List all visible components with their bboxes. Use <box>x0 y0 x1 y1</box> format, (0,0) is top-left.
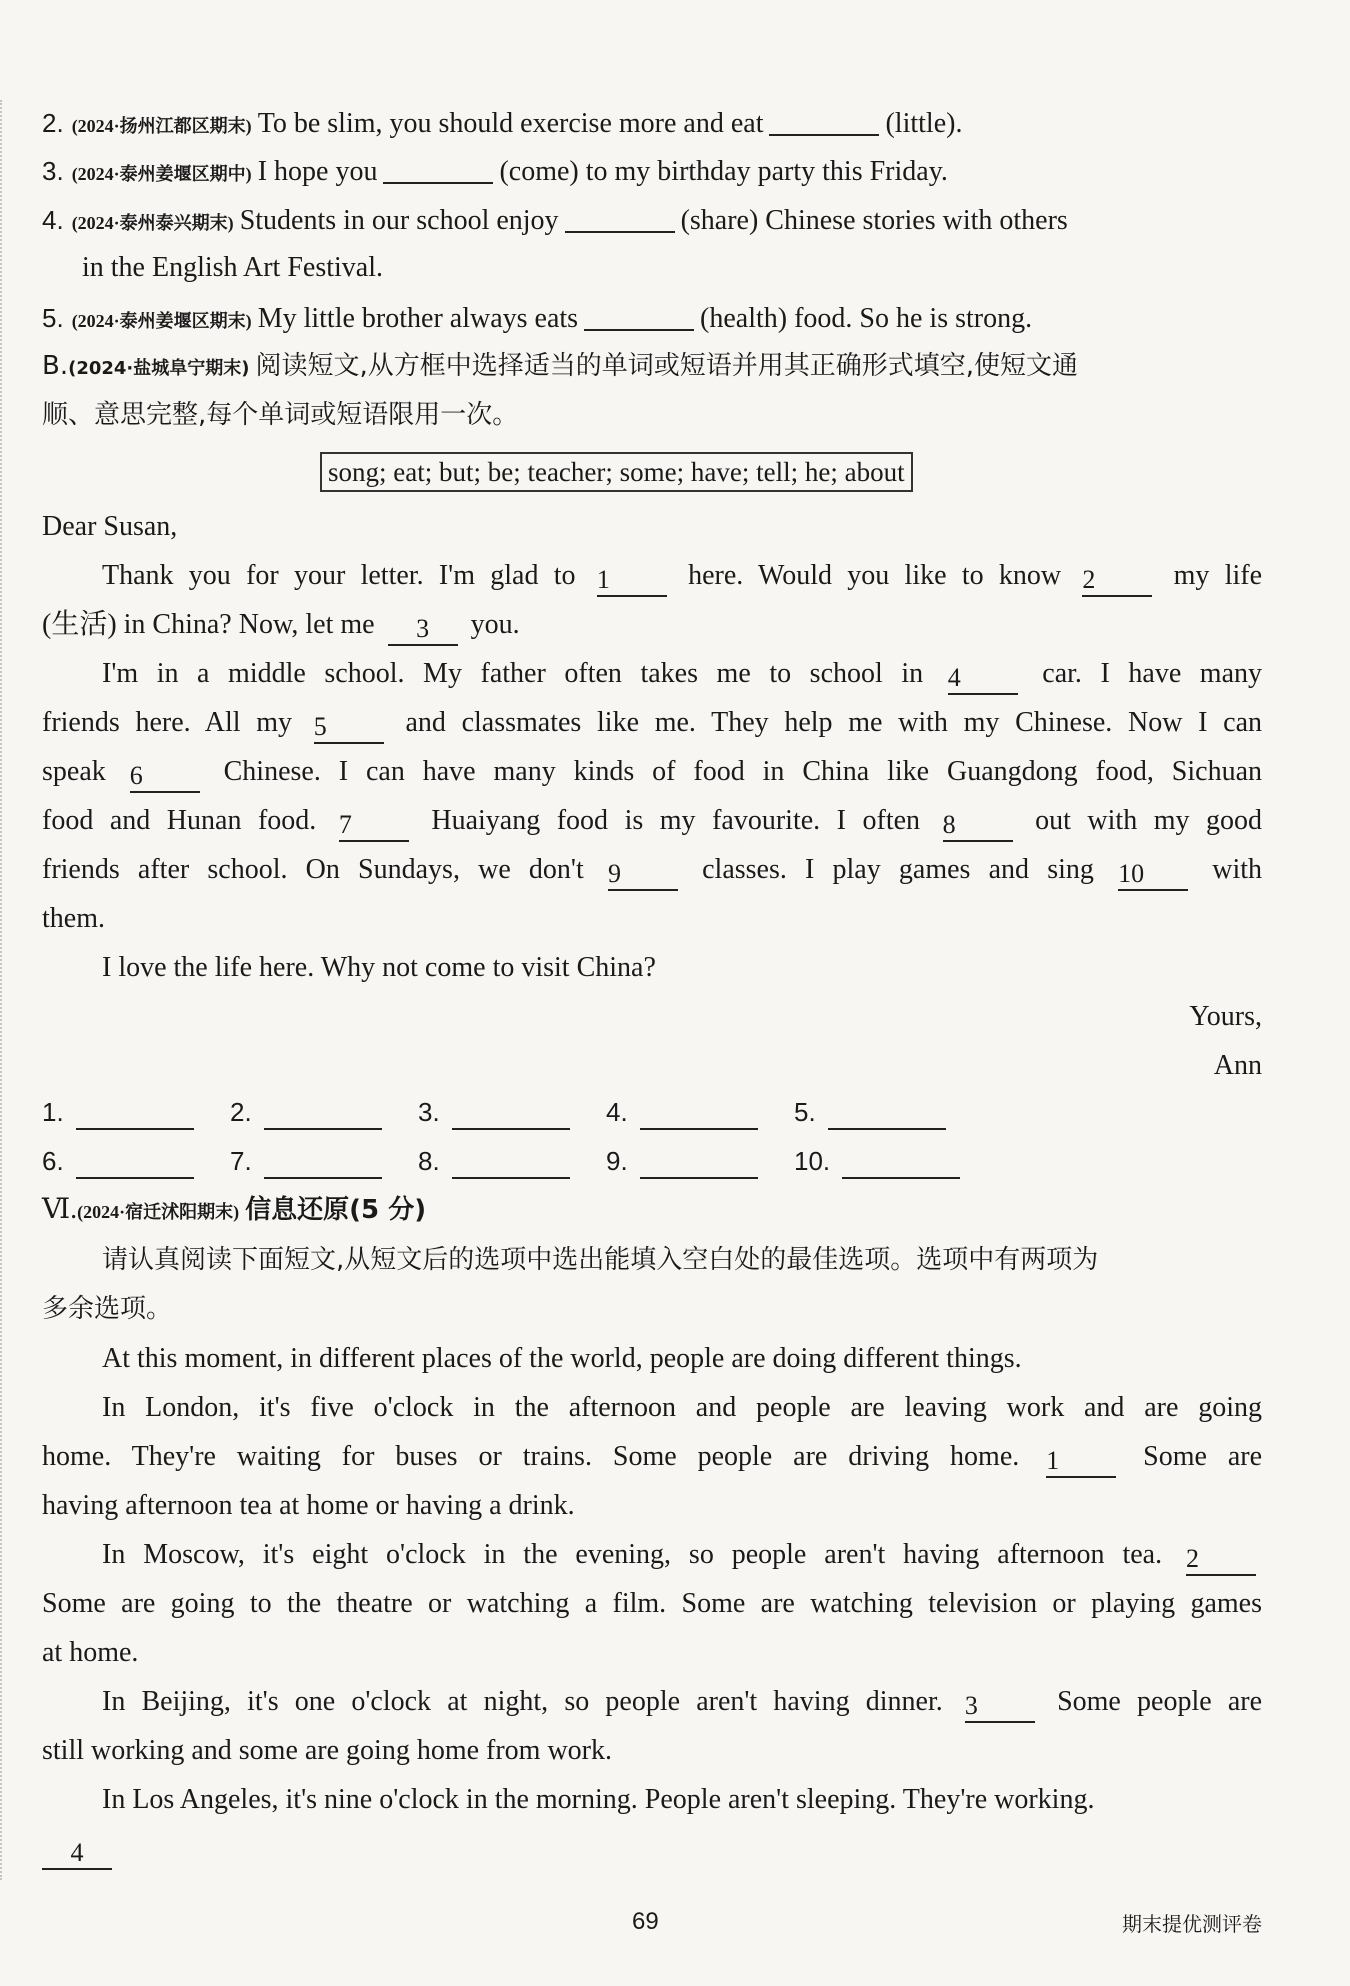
answer-blank[interactable] <box>769 104 879 136</box>
answer-blank[interactable] <box>565 201 675 233</box>
passage-line: having afternoon tea at home or having a drink. <box>42 1490 575 1521</box>
letter-line: Thank you for your letter. I'm glad to 1 here. Would you like to know 2 my life <box>102 558 1262 597</box>
word-box: song; eat; but; be; teacher; some; have; tell; he; about <box>320 452 913 492</box>
passage-line: still working and some are going home from work. <box>42 1735 613 1766</box>
blank-7[interactable]: 7 <box>339 810 409 842</box>
answer-slot[interactable]: 1. <box>42 1094 230 1130</box>
section-6-heading: Ⅵ.(2024·宿迁沭阳期末) 信息还原(5 分) <box>42 1194 427 1225</box>
letter-signature: Ann <box>1213 1050 1262 1081</box>
answer-blank[interactable] <box>383 152 493 184</box>
letter-line: speak 6 Chinese. I can have many kinds of food in China like Guangdong food, Sichuan <box>42 754 1262 793</box>
binding-margin <box>0 100 18 1880</box>
letter-greeting: Dear Susan, <box>42 511 178 542</box>
question-3: 3. (2024·泰州姜堰区期中) I hope you (come) to my birthday party this Friday. <box>42 152 948 192</box>
letter-line: I'm in a middle school. My father often takes me to school in 4 car. I have many <box>102 656 1262 695</box>
section-6-instructions-cont: 多余选项。 <box>42 1294 173 1324</box>
blank-10[interactable]: 10 <box>1118 859 1188 891</box>
answer-slot[interactable]: 9. <box>606 1143 794 1179</box>
blank-1[interactable]: 1 <box>597 565 667 597</box>
passage-line <box>42 1831 118 1870</box>
answer-slot[interactable]: 6. <box>42 1143 230 1179</box>
question-5: 5. (2024·泰州姜堰区期末) My little brother always eats (health) food. So he is strong. <box>42 299 1032 339</box>
blank-4[interactable]: 4 <box>948 663 1018 695</box>
passage-line: In London, it's five o'clock in the afternoon and people are leaving work and are going <box>102 1392 1262 1423</box>
answer-blank[interactable] <box>584 299 694 331</box>
question-2: 2. (2024·扬州江都区期末) To be slim, you should exercise more and eat (little). <box>42 104 962 144</box>
answer-slot[interactable]: 3. <box>418 1094 606 1130</box>
passage-line: Some are going to the theatre or watching a film. Some are watching television or playing games <box>42 1588 1262 1619</box>
question-4-continued: in the English Art Festival. <box>82 252 383 283</box>
blank-5[interactable]: 5 <box>314 712 384 744</box>
letter-line: friends after school. On Sundays, we don't 9 classes. I play games and sing 10 with <box>42 852 1262 891</box>
letter-line: (生活) in China? Now, let me 3 you. <box>42 607 520 646</box>
passage-line: In Los Angeles, it's nine o'clock in the morning. People aren't sleeping. They're working. <box>102 1784 1095 1815</box>
passage-line: at home. <box>42 1637 139 1668</box>
letter-line: them. <box>42 903 105 934</box>
answer-row-1 <box>42 1094 982 1130</box>
blank-6[interactable]: 6 <box>130 761 200 793</box>
blank-1[interactable]: 1 <box>1046 1446 1116 1478</box>
blank-8[interactable]: 8 <box>943 810 1013 842</box>
answer-row-2 <box>42 1143 982 1179</box>
part-b-instructions: B.(2024·盐城阜宁期末) 阅读短文,从方框中选择适当的单词或短语并用其正确形式填空,使短文通 <box>42 351 1079 381</box>
letter-line: food and Hunan food. 7 Huaiyang food is my favourite. I often 8 out with my good <box>42 803 1262 842</box>
letter-line: I love the life here. Why not come to visit China? <box>102 952 656 983</box>
page-number: 69 <box>632 1908 659 1935</box>
answer-slot[interactable]: 10. <box>794 1143 982 1179</box>
answer-slot[interactable]: 4. <box>606 1094 794 1130</box>
answer-slot[interactable]: 2. <box>230 1094 418 1130</box>
blank-3[interactable]: 3 <box>388 614 458 646</box>
letter-closing: Yours, <box>1189 1001 1262 1032</box>
passage-line: In Moscow, it's eight o'clock in the evening, so people aren't having afternoon tea. 2 <box>102 1537 1262 1576</box>
blank-3[interactable]: 3 <box>965 1691 1035 1723</box>
blank-4[interactable]: 4 <box>42 1838 112 1870</box>
passage-line: In Beijing, it's one o'clock at night, so people aren't having dinner. 3 Some people are <box>102 1684 1262 1723</box>
blank-2[interactable]: 2 <box>1082 565 1152 597</box>
answer-slot[interactable]: 8. <box>418 1143 606 1179</box>
section-6-instructions: 请认真阅读下面短文,从短文后的选项中选出能填入空白处的最佳选项。选项中有两项为 <box>102 1245 1099 1275</box>
answer-slot[interactable]: 7. <box>230 1143 418 1179</box>
answer-slot[interactable]: 5. <box>794 1094 982 1130</box>
letter-line: friends here. All my 5 and classmates like me. They help me with my Chinese. Now I can <box>42 705 1262 744</box>
passage-line: At this moment, in different places of the world, people are doing different things. <box>102 1343 1022 1374</box>
blank-9[interactable]: 9 <box>608 859 678 891</box>
part-b-instructions-cont: 顺、意思完整,每个单词或短语限用一次。 <box>42 400 519 430</box>
footer-title: 期末提优测评卷 <box>1122 1912 1262 1936</box>
question-4: 4. (2024·泰州泰兴期末) Students in our school enjoy (share) Chinese stories with others <box>42 201 1068 241</box>
blank-2[interactable]: 2 <box>1186 1544 1256 1576</box>
passage-line: home. They're waiting for buses or trains. Some people are driving home. 1 Some are <box>42 1439 1262 1478</box>
